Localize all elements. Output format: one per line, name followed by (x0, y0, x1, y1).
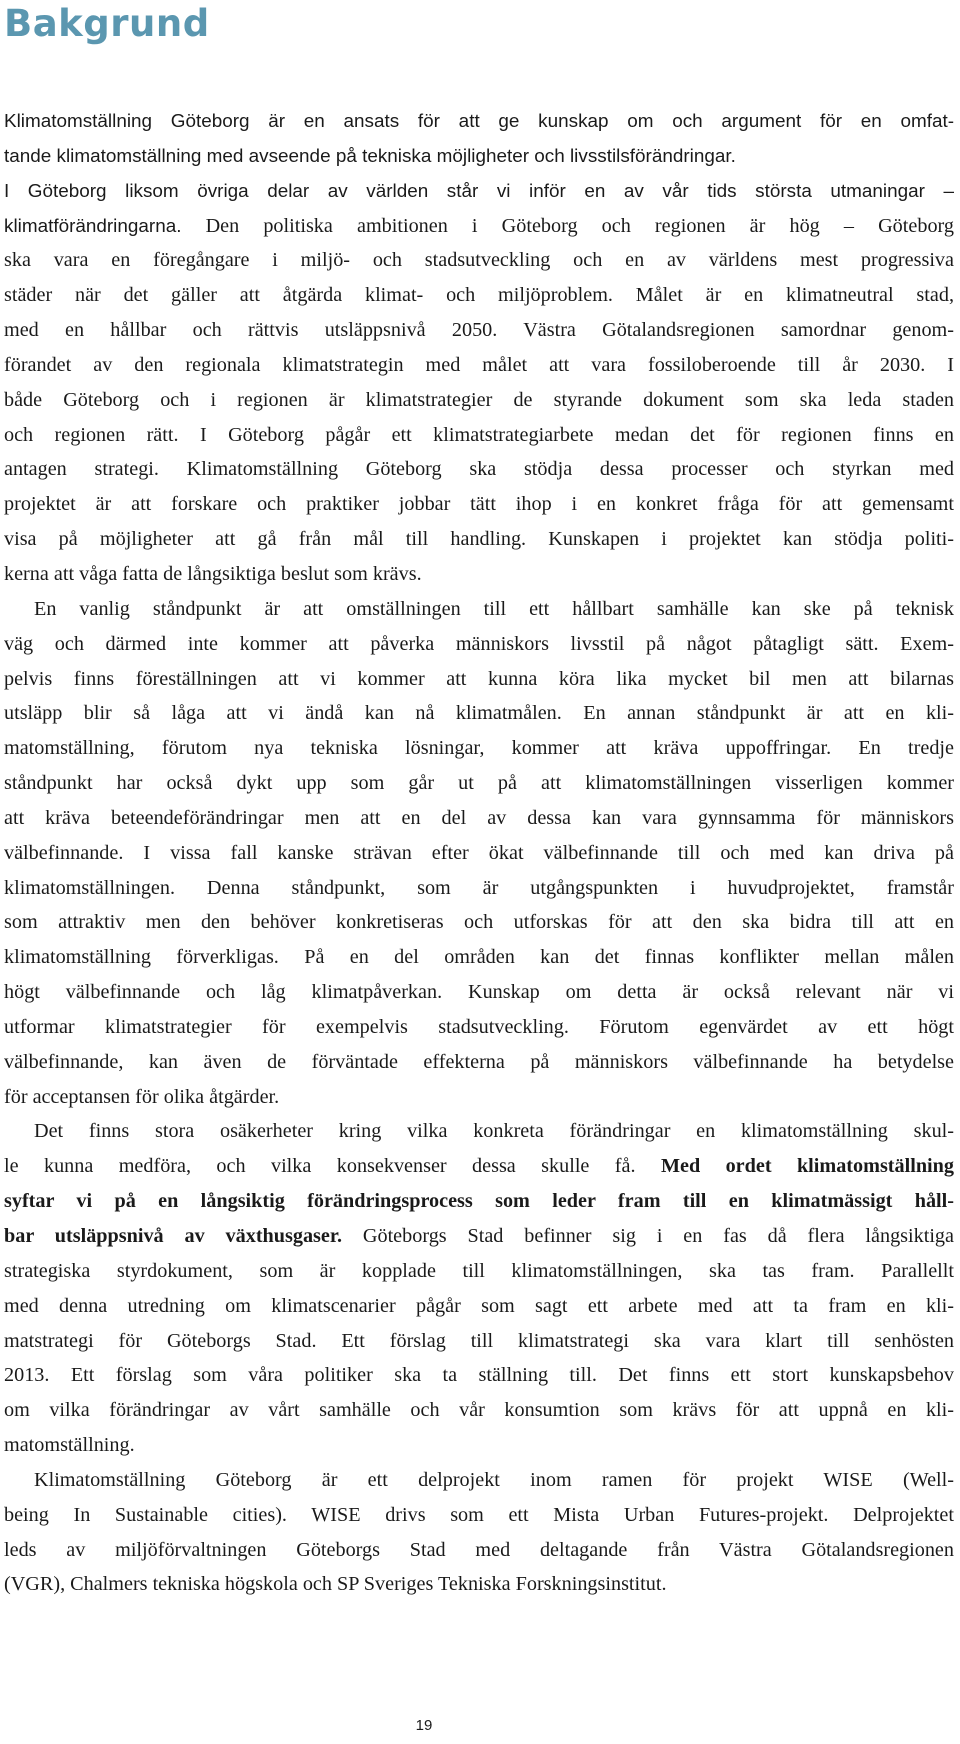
text-span: om vilka förändringar av vårt samhälle och vår konsumtion som krävs för att uppnå en kli- (4, 1399, 954, 1422)
text-span: väg och därmed inte kommer att påverka människors livsstil på något påtagligt sätt. Exem- (4, 632, 954, 655)
text-span: välbefinnande, kan även de förväntade effekterna på människors välbefinnande ha betydelse (4, 1050, 954, 1073)
page-number: 19 (415, 1717, 433, 1734)
text-line (4, 243, 954, 278)
text-span: matstrategi för Göteborgs Stad. Ett förslag till klimatstrategi ska vara klart till senhösten (4, 1329, 954, 1352)
text-span: Klimatomställning Göteborg är ett delprojekt inom ramen för projekt WISE (Well- (34, 1468, 954, 1491)
text-span: tande klimatomställning med avseende på tekniska möjligheter och livsstilsförändringar. (4, 145, 736, 167)
text-line (4, 940, 954, 975)
text-line (4, 696, 954, 731)
text-span: som attraktiv men den behöver konkretiseras och utforskas för att den ska bidra till att en (4, 911, 954, 934)
text-span: för acceptansen för olika åtgärder. (4, 1085, 280, 1108)
text-line (4, 1498, 954, 1533)
text-line (4, 592, 954, 627)
text-line (4, 731, 954, 766)
paragraph-2 (4, 592, 954, 1115)
text-line (4, 383, 954, 418)
text-line (4, 452, 954, 487)
text-span: Klimatomställning Göteborg är en ansats för att ge kunskap om och argument för en omfat- (4, 111, 954, 132)
text-span: välbefinnande. I vissa fall kanske strävan efter ökat välbefinnande till och med kan driva på (4, 841, 954, 864)
text-line (4, 1358, 954, 1393)
text-line (4, 313, 954, 348)
body-text (4, 104, 954, 1602)
text-line (4, 1010, 954, 1045)
text-line (4, 1567, 954, 1602)
text-line (4, 836, 954, 871)
text-line (4, 871, 954, 906)
text-line (4, 1045, 954, 1080)
text-span: med denna utredning om klimatscenarier pågår som sagt ett arbete med att ta fram en kli- (4, 1294, 954, 1317)
text-span: ståndpunkt har också dykt upp som går ut på att klimatomställningen visserligen kommer (4, 772, 954, 795)
text-line (4, 1254, 954, 1289)
text-span: I Göteborg liksom övriga delar av världen står vi inför en av vår tids största utmaningar – (4, 180, 954, 202)
text-line (4, 209, 954, 244)
text-span: utformar klimatstrategier för exempelvis stadsutveckling. Förutom egenvärdet av ett högt (4, 1015, 954, 1038)
text-line (4, 1114, 954, 1149)
section-heading: Bakgrund (4, 2, 210, 45)
paragraph-4 (4, 1463, 954, 1602)
text-line (4, 662, 954, 697)
text-span: förandet av den regionala klimatstrategin med målet att vara fossiloberoende till år 2030. I (4, 353, 954, 376)
text-span: antagen strategi. Klimatomställning Göteborg ska stödja dessa processer och styrkan med (4, 458, 954, 481)
text-span: matomställning. (4, 1434, 135, 1457)
text-line (4, 1324, 954, 1359)
text-span: le kunna medföra, och vilka konsekvenser dessa skulle få. (4, 1155, 661, 1178)
text-span: Göteborgs Stad befinner sig i en fas då flera långsiktiga (342, 1225, 954, 1247)
text-line (4, 418, 954, 453)
text-line (4, 522, 954, 557)
text-span: Västra Götalandsregionen samordnar genom- (497, 319, 954, 342)
text-span: med en hållbar och rättvis utsläppsnivå 2050. (4, 319, 498, 342)
text-span: städer när det gäller att åtgärda klimat- och miljöproblem. Målet är en klimatneutral stad, (4, 284, 954, 307)
text-line (4, 801, 954, 836)
text-line (4, 1080, 954, 1115)
paragraph-1 (4, 104, 954, 592)
text-line (4, 1149, 954, 1184)
text-span: klimatomställning förverkligas. På en del områden kan det finnas konflikter mellan målen (4, 946, 954, 969)
text-line (4, 1184, 954, 1219)
text-span: projektet är att forskare och praktiker jobbar tätt ihop i en konkret fråga för att gemensamt (4, 493, 954, 516)
text-span: att kräva beteendeförändringar men att en del av dessa kan vara gynnsamma för människors (4, 806, 954, 829)
text-span: (VGR), Chalmers tekniska högskola och SP Sveriges Tekniska Forskningsinstitut. (4, 1573, 667, 1596)
text-span: syftar vi på en långsiktig förändringsprocess som leder fram till en klimatmässigt håll- (4, 1190, 954, 1213)
text-span: strategiska styrdokument, som är kopplade till klimatomställningen, ska tas fram. Parallellt (4, 1259, 954, 1282)
text-line (4, 174, 954, 209)
text-span: klimatförändringarna. (4, 215, 182, 237)
text-line (4, 1393, 954, 1428)
text-span: ska vara en föregångare i miljö- och stadsutveckling och en av världens mest progressiva (4, 249, 954, 272)
text-line (4, 104, 954, 139)
text-span: högt välbefinnande och låg klimatpåverkan. Kunskap om detta är också relevant när vi (4, 981, 954, 1004)
text-line (4, 627, 954, 662)
text-span: Med ordet klimatomställning (660, 1155, 954, 1178)
text-line (4, 766, 954, 801)
text-span: både Göteborg och i regionen är klimatstrategier de styrande dokument som ska leda staden (4, 388, 954, 411)
text-span: klimatomställningen. Denna ståndpunkt, som är utgångspunkten i huvudprojektet, framstår (4, 876, 954, 899)
text-span: being In Sustainable cities). WISE drivs som ett Mista Urban Futures-projekt. Delprojektet (4, 1503, 954, 1526)
text-span: matomställning, förutom nya tekniska lösningar, kommer att kräva uppoffringar. En tredje (4, 737, 954, 760)
text-line (4, 975, 954, 1010)
text-span: bar utsläppsnivå av växthusgaser. (4, 1225, 343, 1247)
paragraph-3 (4, 1114, 954, 1462)
text-line (4, 1219, 954, 1254)
text-line (4, 1428, 954, 1463)
text-span: och regionen rätt. I Göteborg pågår ett klimatstrategiarbete medan det för regionen finns en (4, 423, 954, 446)
text-line (4, 1533, 954, 1568)
text-line (4, 487, 954, 522)
text-span: 2013. Ett förslag som våra politiker ska ta ställning till. Det finns ett stort kunskapsbehov (4, 1364, 954, 1387)
text-line (4, 139, 954, 174)
text-line (4, 278, 954, 313)
text-span: Det finns stora osäkerheter kring vilka konkreta förändringar en klimatomställning skul- (34, 1120, 954, 1143)
text-line (4, 1463, 954, 1498)
text-span: Den politiska ambitionen i Göteborg och regionen är hög – Göteborg (181, 214, 954, 237)
text-line (4, 348, 954, 383)
text-span: utsläpp blir så låga att vi ändå kan nå klimatmålen. En annan ståndpunkt är att en kli- (4, 702, 954, 725)
text-span: pelvis finns föreställningen att vi kommer att kunna köra lika mycket bil men att bilarnas (4, 667, 954, 690)
text-line (4, 1289, 954, 1324)
text-line (4, 557, 954, 592)
text-span: visa på möjligheter att gå från mål till handling. Kunskapen i projektet kan stödja politi- (4, 528, 954, 551)
text-span: En vanlig ståndpunkt är att omställningen till ett hållbart samhälle kan ske på teknisk (34, 597, 954, 620)
text-span: leds av miljöförvaltningen Göteborgs Stad med deltagande från Västra Götalandsregionen (4, 1538, 954, 1561)
text-line (4, 905, 954, 940)
text-span: kerna att våga fatta de långsiktiga beslut som krävs. (4, 562, 422, 585)
